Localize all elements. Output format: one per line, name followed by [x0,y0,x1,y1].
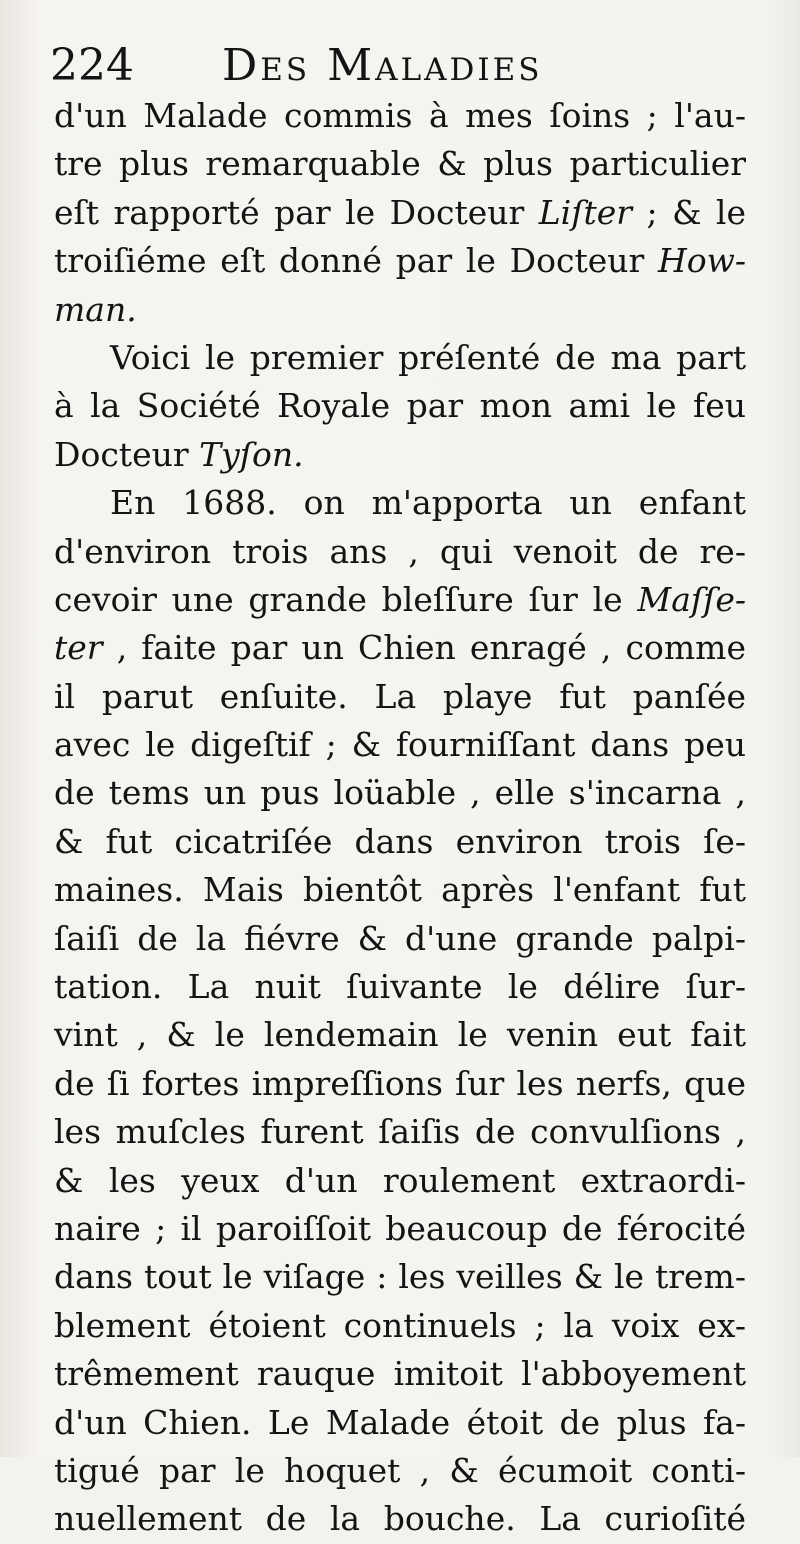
text-segment: eſt rapporté par le Docteur [54,192,539,232]
italic-text: man. [54,289,137,329]
page-number: 224 [50,40,134,91]
text-line [54,1447,746,1495]
text-segment: cevoir une grande bleſſure ſur le [54,579,638,619]
text-segment: & fut cicatriſée dans environ trois ſe- [54,821,746,861]
text-segment: ſaiſi de la fiévre & d'une grande palpi- [54,918,746,958]
text-line [54,769,746,817]
text-segment: vint , & le lendemain le venin eut fait [54,1015,746,1055]
text-segment: d'un Chien. Le Malade étoit de plus fa- [54,1402,746,1442]
text-line [54,334,746,382]
text-line [54,286,746,334]
text-segment: & les yeux d'un roulement extraordi- [54,1160,746,1200]
text-segment: maines. Mais bientôt après l'enfant fut [54,870,746,910]
text-line [54,721,746,769]
text-line [54,1205,746,1253]
text-segment: tigué par le hoquet , & écumoit conti- [54,1450,746,1490]
text-segment: de ſi fortes impreſſions ſur les nerfs, que [54,1063,746,1103]
text-line [54,915,746,963]
text-segment: naire ; il paroiſſoit beaucoup de férocité [54,1208,746,1248]
text-line [54,528,746,576]
text-segment: il parut enſuite. La playe fut panſée [54,676,746,716]
text-line [54,1399,746,1447]
text-line [54,818,746,866]
text-segment: ; & le [632,192,746,232]
text-segment: En 1688. on m'apporta un enfant [110,483,746,523]
italic-text: Liſter [538,192,633,232]
text-line [54,1495,746,1543]
text-line [54,140,746,188]
text-line [54,479,746,527]
text-line [54,624,746,672]
text-line [54,237,746,285]
text-line [54,431,746,479]
text-line [54,1108,746,1156]
text-segment: Docteur [54,434,200,474]
text-line [54,1350,746,1398]
text-line [54,1011,746,1059]
text-segment: blement étoient continuels ; la voix ex- [54,1305,746,1345]
text-segment: nuellement de la bouche. La curioſité [54,1499,746,1539]
text-line [54,382,746,430]
text-line [54,1157,746,1205]
text-segment: les muſcles furent ſaiſis de convulſions , [54,1112,746,1152]
body-text [54,92,746,1544]
text-line [54,1060,746,1108]
text-line [54,189,746,237]
running-head: Des Maladies [222,40,543,91]
text-segment: troiſiéme eſt donné par le Docteur [54,241,658,281]
text-segment: de tems un pus loüable , elle s'incarna , [54,773,746,813]
text-segment: d'un Malade commis à mes ſoins ; l'au- [54,96,746,135]
text-line [54,1302,746,1350]
text-line [54,1253,746,1301]
text-line [54,963,746,1011]
text-segment: d'environ trois ans , qui venoit de re- [54,531,746,571]
text-segment: à la Société Royale par mon ami le feu [54,386,746,426]
text-segment: tation. La nuit ſuivante le délire ſur- [54,967,746,1007]
text-line [54,673,746,721]
text-line [54,92,746,140]
italic-text: Tyſon. [199,434,304,474]
text-segment: tre plus remarquable & plus particulier [54,144,746,184]
text-segment: , faite par un Chien enragé , comme [102,628,746,668]
italic-text: ter [54,628,103,668]
text-line [54,866,746,914]
page-header [50,36,750,96]
text-segment: dans tout le viſage : les veilles & le trem- [54,1257,746,1297]
text-segment: trêmement rauque imitoit l'abboyement [54,1354,746,1394]
text-segment: Voici le premier préſenté de ma part [110,337,746,377]
italic-text: Maſſe- [637,579,746,619]
text-line [54,576,746,624]
text-segment: avec le digeſtif ; & fourniſſant dans peu [54,725,746,765]
italic-text: How- [657,241,746,281]
